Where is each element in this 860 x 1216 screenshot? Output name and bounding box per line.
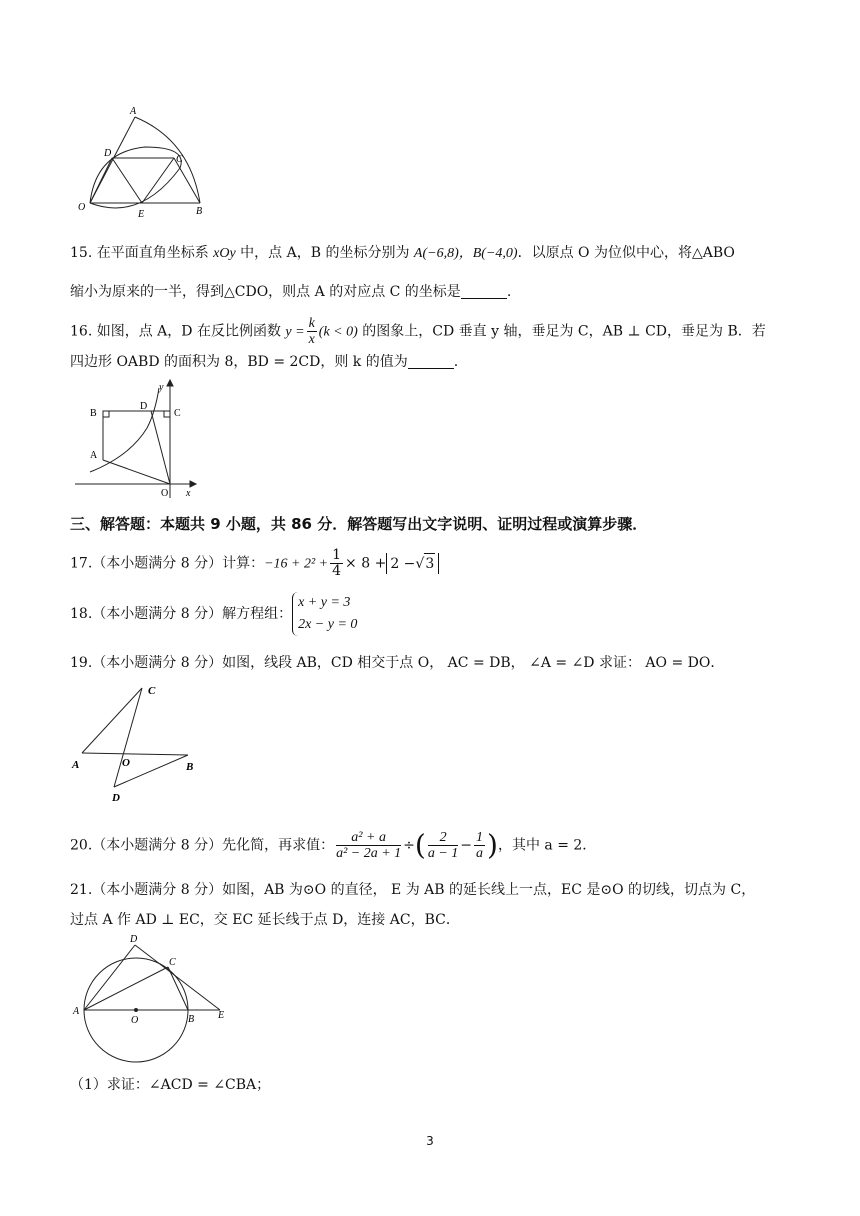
q21-sub1-text: （1）求证：∠ACD = ∠CBA； [70, 1077, 271, 1093]
fig19-label-o: O [122, 757, 130, 769]
q20-frac2 [428, 830, 458, 861]
fig16-label-a: A [90, 450, 98, 461]
fig19-label-c: C [148, 685, 156, 697]
q16-text-a: 16. 如图，点 A，D 在反比例函数 [70, 323, 286, 340]
q21-line1-text: 21.（本小题满分 8 分）如图，AB 为⊙O 的直径， E 为 AB 的延长线上一点，EC 是⊙O 的切线，切点为 C， [70, 882, 756, 898]
q16-text-b: 的图象上，CD 垂直 y 轴，垂足为 C，AB ⊥ CD，垂足为 B．若 [357, 323, 766, 340]
q15-var: xOy [213, 246, 236, 261]
q17-line [70, 548, 439, 579]
q16-line2 [70, 352, 458, 372]
q15-line2 [70, 282, 511, 302]
q20-minus: − [460, 837, 473, 854]
q15-answer-blank[interactable] [461, 284, 507, 299]
figure-q16 [75, 378, 205, 503]
q15-line2-end: . [506, 284, 512, 300]
fig14-label-a: A [130, 106, 137, 117]
q19-text: 19.（本小题满分 8 分）如图，线段 AB，CD 相交于点 O， AC = DB， ∠A = ∠D 求证： AO = DO． [70, 655, 725, 671]
q16-line1 [70, 316, 766, 347]
q16-func-cond: (k < 0) [318, 324, 358, 340]
q20-post: ，其中 a = 2． [497, 837, 597, 854]
q18-line [70, 592, 357, 636]
figure-q14 [70, 100, 220, 225]
q17-frac-num: 1 [332, 547, 342, 563]
q16-frac-num: k [308, 316, 315, 331]
q17-frac [330, 548, 343, 579]
fig21-label-e: E [218, 1010, 225, 1021]
fig19-label-d: D [112, 792, 120, 804]
q20-f3-num: 1 [476, 830, 484, 845]
q20-f2-den: a − 1 [427, 846, 459, 861]
q16-answer-blank[interactable] [408, 354, 454, 369]
fig16-label-x: x [186, 488, 191, 499]
q15-text-b: 中，点 A，B 的坐标分别为 [235, 245, 414, 261]
fig14-label-d: D [104, 148, 112, 159]
q20-line: 20.（本小题满分 8 分）先化简，再求值： $\frac{\text{a² + a}}{\text{a² − 2a + 1}}$ ÷( $\frac{2}{a - 1}$ − $\frac{1}{a}$ )，其中 a = 2． [70, 828, 597, 862]
q17-absolute-value: 2 −√3 [386, 553, 439, 574]
q19-line [70, 653, 724, 673]
q17-frac-den: 4 [332, 563, 342, 579]
q18-label: 18.（本小题满分 8 分）解方程组： [70, 606, 293, 622]
q15-line2-text: 缩小为原来的一半，得到△CDO，则点 A 的对应点 C 的坐标是 [70, 284, 461, 300]
fig21-label-b: B [188, 1014, 195, 1025]
fig21-label-a: A [73, 1006, 80, 1017]
q16-line2-text: 四边形 OABD 的面积为 8，BD = 2CD，则 k 的值为 [70, 354, 408, 370]
q20-f3-den: a [476, 846, 484, 861]
q16-frac-den: x [308, 332, 315, 347]
q17-label: 17.（本小题满分 8 分）计算： [70, 555, 265, 572]
fig16-label-d: D [140, 401, 148, 412]
q21-line2-text: 过点 A 作 AD ⊥ EC，交 EC 延长线于点 D，连接 AC，BC． [70, 912, 460, 928]
q21-line2 [70, 910, 460, 930]
q16-func-frac [307, 316, 317, 347]
q15-text-c: ．以原点 O 为位似中心，将△ABO [517, 245, 735, 261]
section-3-heading: 三、解答题：本题共 9 小题，共 86 分．解答题写出文字说明、证明过程或演算步骤． [70, 515, 648, 533]
fig21-label-c: C [169, 957, 176, 968]
q17-expr-pre: −16 + 2² + [264, 556, 329, 572]
q15-coords: A(−6,8)，B(−4,0) [413, 246, 518, 261]
fig14-label-o: O [78, 202, 86, 213]
q16-func-y: y = [285, 324, 305, 340]
fig16-label-o: O [161, 488, 169, 499]
q21-sub1 [70, 1075, 270, 1095]
fig14-label-e: E [138, 209, 145, 220]
q20-f1-den: a² − 2a + 1 [336, 846, 402, 861]
fig19-label-b: B [186, 761, 194, 773]
fig14-label-c: C [176, 154, 183, 165]
fig21-label-o: O [131, 1015, 139, 1026]
q16-line2-end: . [453, 354, 459, 370]
fig16-label-c: C [174, 408, 181, 419]
q21-line1 [70, 880, 755, 900]
q20-label: 20.（本小题满分 8 分）先化简，再求值： [70, 837, 335, 854]
fig16-label-b: B [90, 408, 97, 419]
q15-line1 [70, 243, 735, 264]
q18-eq2: 2x − y = 0 [298, 617, 358, 632]
q17-sqrt: 3 [424, 553, 435, 574]
page-number: 3 [426, 1134, 434, 1148]
fig19-label-a: A [72, 759, 80, 771]
q20-f1-num: a² + a [336, 830, 401, 846]
fig14-label-b: B [196, 206, 203, 217]
fig16-label-y: y [159, 382, 164, 393]
figure-q19 [70, 682, 210, 807]
q20-frac1 [336, 830, 401, 861]
figure-q21 [70, 930, 240, 1065]
q20-div: ÷ [403, 837, 415, 854]
q15-text-a: 15. 在平面直角坐标系 [70, 245, 214, 261]
q20-frac3 [474, 830, 485, 861]
q18-equation-system [292, 592, 357, 636]
q20-f2-num: 2 [428, 830, 458, 846]
q17-abs-pre: 2 − [390, 555, 416, 572]
fig21-label-d: D [130, 934, 138, 945]
q18-eq1: x + y = 3 [298, 595, 351, 610]
q17-expr-mid: × 8 + [345, 555, 387, 572]
